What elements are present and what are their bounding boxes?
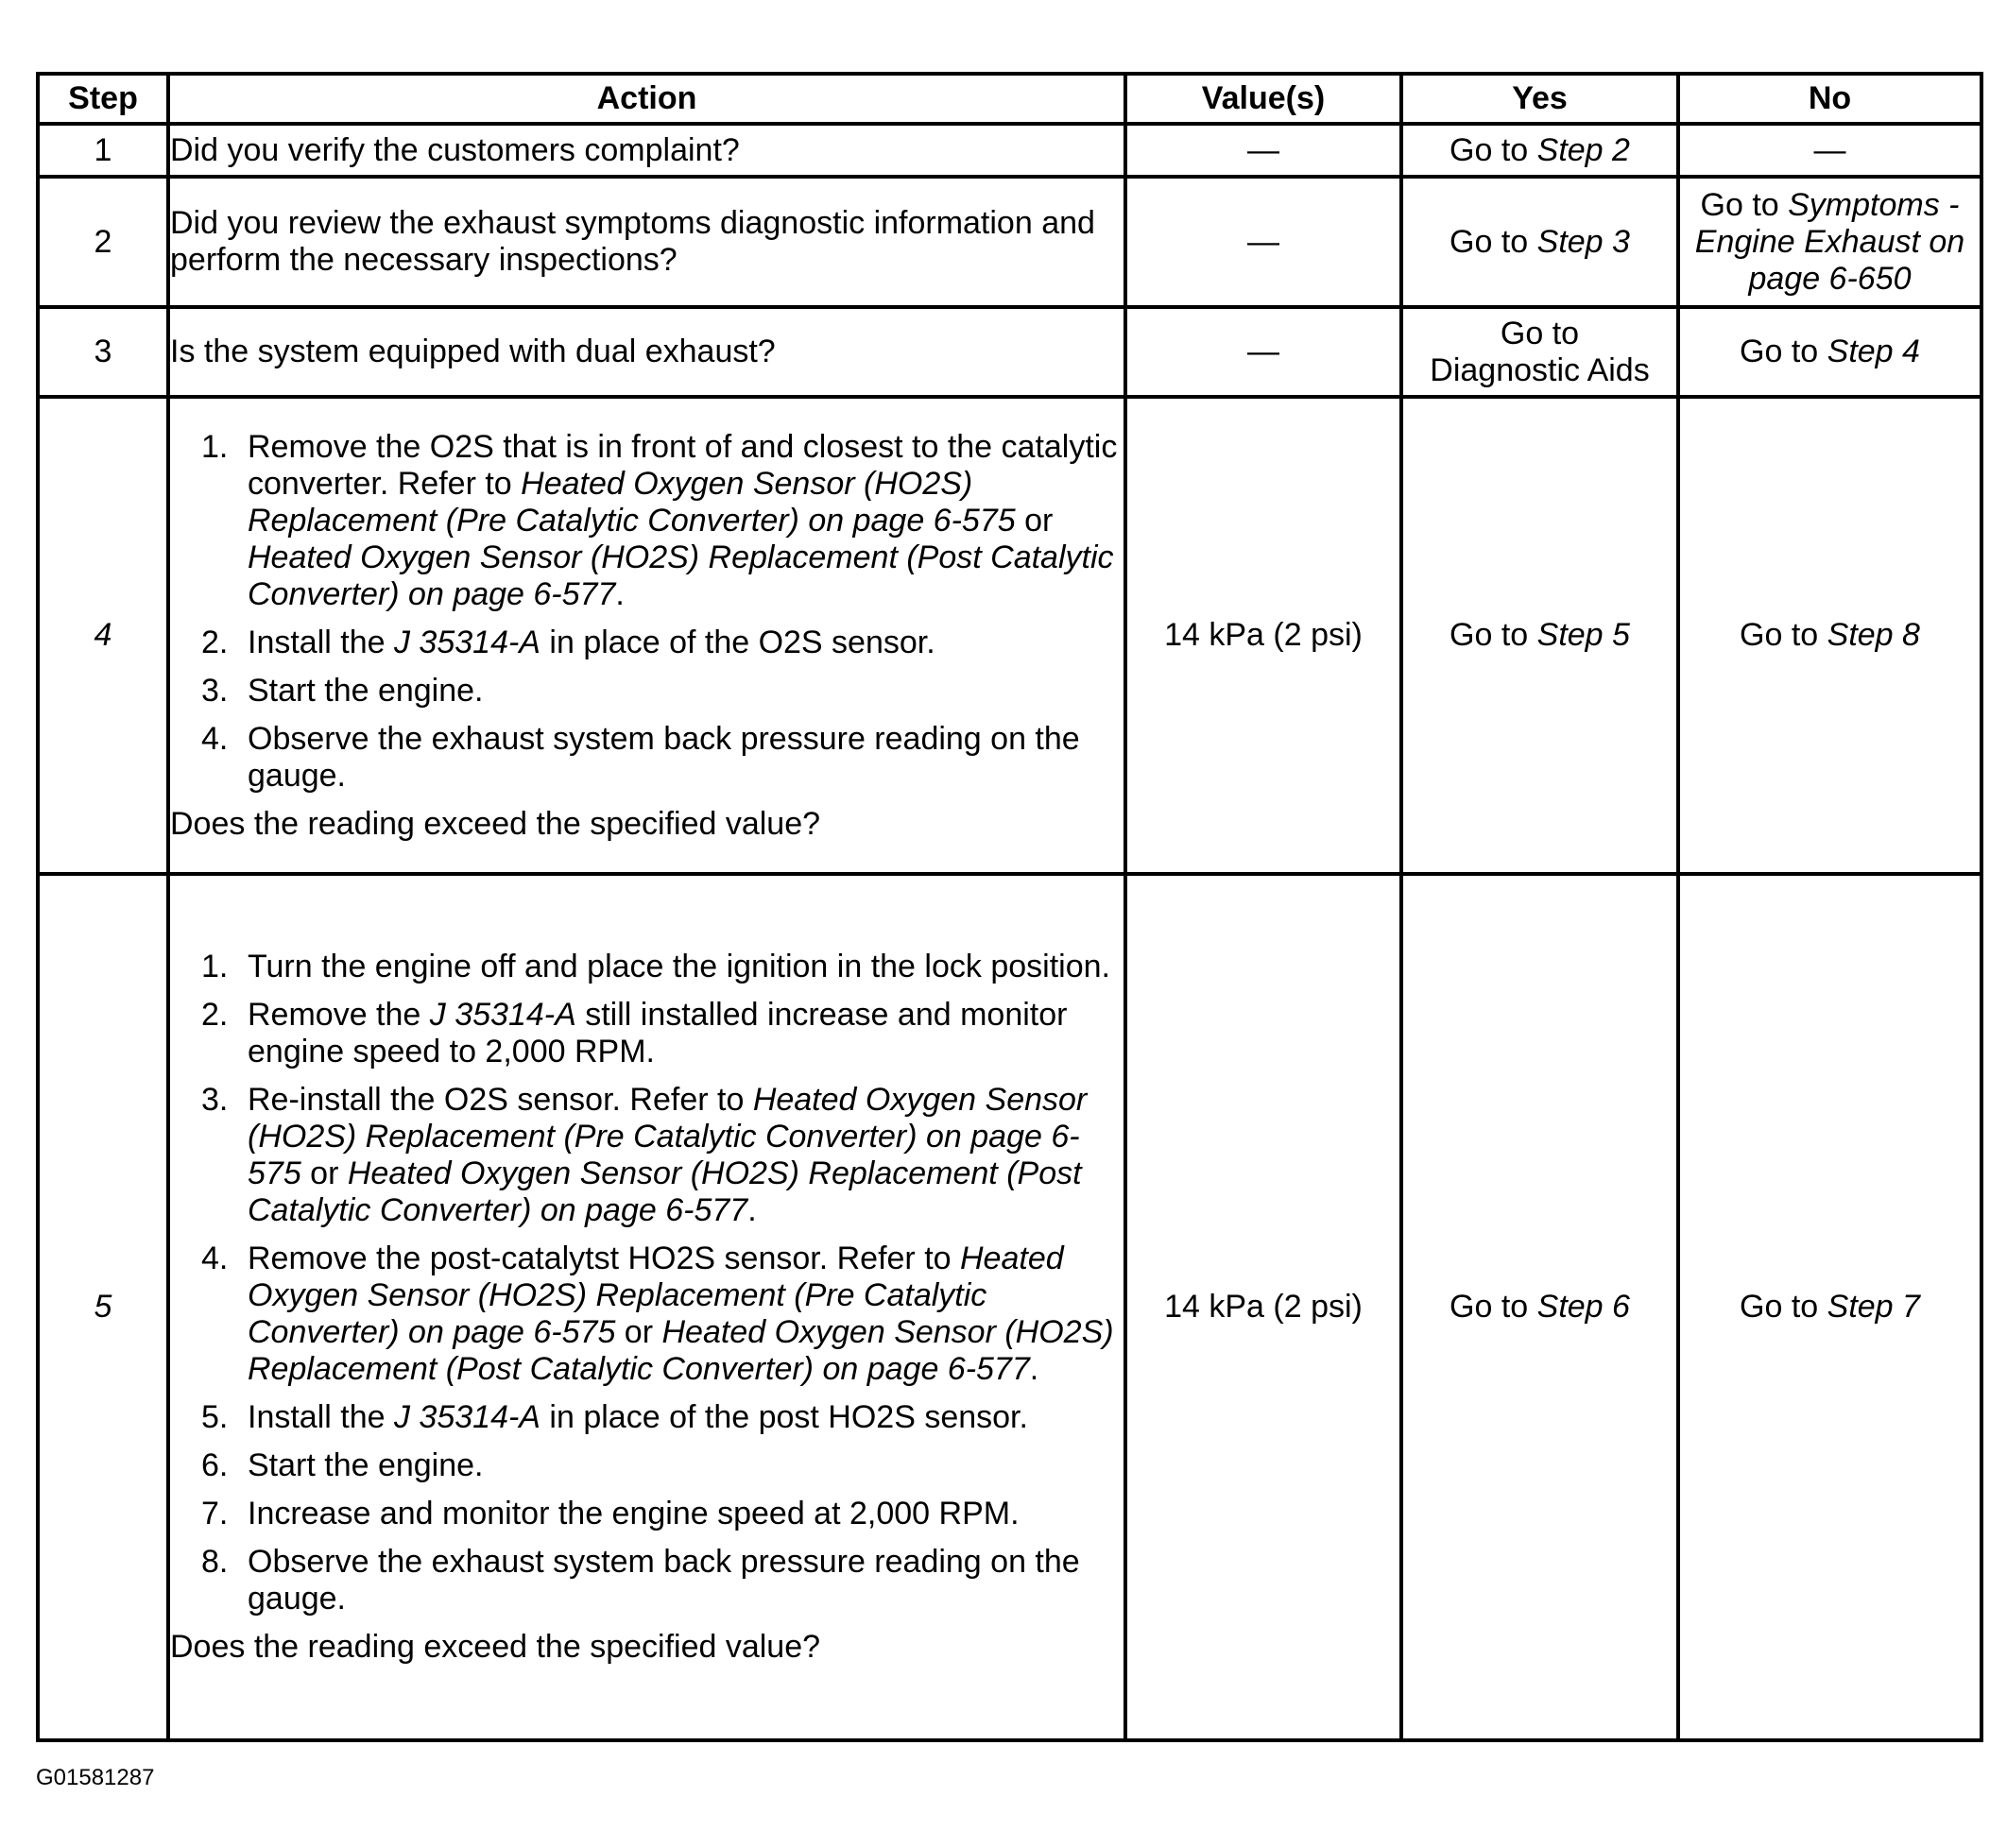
item-text: still installed increase and monitor engine speed to 2,000 RPM.: [248, 997, 1068, 1069]
item-text: .: [1029, 1351, 1039, 1387]
table-row: [38, 307, 1981, 397]
list-item: [170, 1241, 1124, 1388]
item-number: 2.: [201, 624, 229, 660]
item-text: or: [615, 1314, 662, 1350]
no-prefix: Go to: [1740, 617, 1827, 653]
diagnostic-table: [36, 72, 1983, 1742]
yes-cell: [1401, 307, 1678, 397]
header-action: Action: [168, 74, 1125, 124]
item-reference: Heated Oxygen Sensor (HO2S) Replacement (Post Catalytic Converter) on page 6-577: [248, 1155, 1082, 1228]
list-item: [170, 1399, 1124, 1436]
no-cell: [1678, 307, 1981, 397]
item-reference: Heated Oxygen Sensor (HO2S) Replacement (Pre Catalytic Converter) on page 6-575: [248, 1241, 1064, 1350]
item-text: Re-install the O2S sensor. Refer to: [248, 1082, 753, 1118]
step-number: 5: [38, 874, 168, 1740]
question-text: Does the reading exceed the specified value?: [170, 1629, 821, 1665]
item-number: 5.: [201, 1399, 229, 1435]
yes-line-1: Go to: [1500, 315, 1580, 351]
step-number: 3: [38, 307, 168, 397]
yes-step-ref: Step 3: [1536, 223, 1630, 260]
step-number: 1: [38, 124, 168, 177]
no-step-ref: Step 7: [1827, 1289, 1920, 1325]
value-cell: 14 kPa (2 psi): [1125, 397, 1401, 874]
action-text: Is the system equipped with dual exhaust?: [168, 307, 1125, 397]
step-number: 2: [38, 177, 168, 307]
yes-step-ref: Step 2: [1536, 131, 1630, 168]
item-number: 4.: [201, 720, 229, 757]
item-number: 1.: [201, 428, 229, 465]
step-number: 4: [38, 397, 168, 874]
yes-step-ref: Step 6: [1536, 1289, 1630, 1325]
item-text: Start the engine.: [248, 1447, 484, 1483]
no-prefix: Go to: [1740, 334, 1827, 369]
item-reference: Heated Oxygen Sensor (HO2S) Replacement (Post Catalytic Converter) on page 6-577: [248, 539, 1114, 612]
item-number: 1.: [201, 949, 229, 984]
header-row: [38, 74, 1981, 124]
item-text: or: [1015, 502, 1054, 539]
action-text: Did you verify the customers complaint?: [168, 124, 1125, 177]
item-text: Start the engine.: [248, 672, 484, 709]
item-text: .: [747, 1192, 757, 1228]
action-steps: [170, 949, 1124, 1617]
value-cell: —: [1125, 124, 1401, 177]
item-reference: Heated Oxygen Sensor (HO2S) Replacement (Post Catalytic Converter) on page 6-577: [248, 1314, 1114, 1387]
no-cell: [1678, 874, 1981, 1740]
header-values: Value(s): [1125, 74, 1401, 124]
item-number: 3.: [201, 1082, 229, 1118]
item-text: Observe the exhaust system back pressure reading on the gauge.: [248, 720, 1080, 794]
item-text: Remove the post-catalytst HO2S sensor. Refer to: [248, 1241, 960, 1276]
no-cell: [1678, 397, 1981, 874]
action-text: Did you review the exhaust symptoms diagnostic information and perform the necessary inspections?: [168, 177, 1125, 307]
yes-cell: [1401, 874, 1678, 1740]
yes-prefix: Go to: [1450, 131, 1537, 168]
no-reference: Symptoms - Engine Exhaust on page 6-650: [1694, 186, 1965, 297]
value-cell: —: [1125, 177, 1401, 307]
item-number: 4.: [201, 1241, 229, 1276]
value-cell: —: [1125, 307, 1401, 397]
table-row: [38, 177, 1981, 307]
table-row: [38, 874, 1981, 1740]
list-item: [170, 1082, 1124, 1229]
list-item: [170, 1496, 1124, 1532]
question-text: Does the reading exceed the specified value?: [170, 805, 821, 842]
action-steps: [170, 429, 1124, 795]
yes-cell: [1401, 124, 1678, 177]
item-text: Install the: [248, 624, 394, 660]
item-number: 6.: [201, 1447, 229, 1483]
item-number: 2.: [201, 997, 229, 1033]
item-text: in place of the O2S sensor.: [540, 624, 935, 660]
item-reference: Heated Oxygen Sensor (HO2S) Replacement (Pre Catalytic Converter) on page 6-575: [248, 1082, 1088, 1191]
no-cell: —: [1678, 124, 1981, 177]
item-text: Observe the exhaust system back pressure reading on the gauge.: [248, 1544, 1080, 1617]
list-item: [170, 625, 1124, 661]
item-text: in place of the post HO2S sensor.: [540, 1399, 1028, 1435]
table-row: [38, 124, 1981, 177]
no-prefix: Go to: [1700, 186, 1789, 223]
item-text: Turn the engine off and place the ignition in the lock position.: [248, 949, 1110, 984]
list-item: [170, 997, 1124, 1070]
list-item: [170, 1447, 1124, 1484]
list-item: [170, 673, 1124, 710]
yes-prefix: Go to: [1450, 223, 1537, 260]
header-no: No: [1678, 74, 1981, 124]
list-item: [170, 721, 1124, 795]
action-cell: [168, 397, 1125, 874]
yes-prefix: Go to: [1450, 1289, 1537, 1325]
yes-step-ref: Step 5: [1536, 617, 1630, 653]
table-row: [38, 397, 1981, 874]
no-step-ref: Step 4: [1827, 334, 1920, 369]
yes-line-2: Diagnostic Aids: [1430, 351, 1650, 388]
header-yes: Yes: [1401, 74, 1678, 124]
item-text: Install the: [248, 1399, 394, 1435]
no-step-ref: Step 8: [1827, 617, 1920, 653]
yes-prefix: Go to: [1450, 617, 1537, 653]
item-number: 7.: [201, 1496, 229, 1531]
item-text: Remove the O2S that is in front of and closest to the catalytic converter. Refer to: [248, 428, 1118, 502]
item-number: 3.: [201, 672, 229, 709]
yes-cell: [1401, 177, 1678, 307]
item-text: Increase and monitor the engine speed at 2,000 RPM.: [248, 1496, 1020, 1531]
list-item: [170, 429, 1124, 613]
yes-cell: [1401, 397, 1678, 874]
item-text: .: [615, 575, 625, 612]
action-cell: [168, 874, 1125, 1740]
value-cell: 14 kPa (2 psi): [1125, 874, 1401, 1740]
list-item: [170, 1544, 1124, 1617]
tool-reference: J 35314-A: [429, 997, 576, 1033]
tool-reference: J 35314-A: [393, 1399, 540, 1435]
item-number: 8.: [201, 1544, 229, 1580]
header-step: Step: [38, 74, 168, 124]
no-prefix: Go to: [1740, 1289, 1827, 1325]
item-text: Remove the: [248, 997, 430, 1033]
item-text: or: [300, 1155, 348, 1191]
no-cell: [1678, 177, 1981, 307]
figure-id: G01581287: [36, 1765, 155, 1790]
list-item: [170, 949, 1124, 985]
tool-reference: J 35314-A: [393, 624, 540, 660]
item-reference: Heated Oxygen Sensor (HO2S) Replacement (Pre Catalytic Converter) on page 6-575: [248, 465, 1016, 539]
